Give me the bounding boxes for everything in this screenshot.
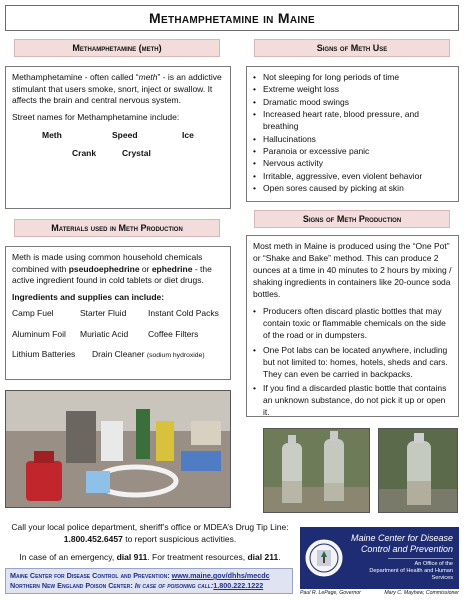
poison-phone: 1.800.222.1222: [213, 581, 264, 591]
emergency-number: dial 911: [116, 552, 148, 562]
logo-divider: [388, 558, 453, 559]
signs-heading: Signs of Meth Use: [316, 43, 388, 53]
supply-item: Aluminum Foil: [12, 328, 66, 339]
supplies-photo: [5, 390, 231, 508]
contact-strip: [5, 568, 293, 594]
supplies-last-row: [12, 349, 224, 361]
list-item: • Nervous activity: [253, 157, 452, 169]
street-name: Speed: [112, 129, 138, 140]
poison-contact-line: Northern New England Poison Center: In case of poisoning call:1.800.222.1222: [10, 581, 264, 591]
supply-item: Instant Cold Packs: [148, 307, 219, 318]
supplies-heading: Ingredients and supplies can include:: [12, 292, 165, 303]
list-item: • Open sores caused by picking at skin: [253, 182, 452, 194]
list-item: • Not sleeping for long periods of time: [253, 71, 452, 83]
governor-name: Paul R. LePage, Governor: [300, 590, 361, 596]
production-list: [253, 305, 452, 418]
street-names-row2: [12, 148, 224, 160]
tip-line-block: [5, 521, 295, 546]
maine-cdc-logo: [300, 527, 459, 589]
tip-phone: 1.800.452.6457: [63, 534, 123, 545]
list-item: • Extreme weight loss: [253, 83, 452, 95]
signs-list: [253, 71, 452, 194]
bottles-photo-2: [378, 428, 458, 513]
emergency-line: In case of an emergency, dial 911. For treatment resources, dial 211.: [19, 552, 281, 562]
materials-heading: Materials used in Meth Production: [51, 223, 183, 233]
list-item: • Paranoia or excessive panic: [253, 145, 452, 157]
cdc-contact-line: Maine Center for Disease Control and Prevention: www.maine.gov/dhhs/mecdc: [10, 571, 270, 580]
list-item: • If you find a discarded plastic bottle that contains an unknown substance, do not pick it up or open it.: [253, 382, 452, 418]
meth-heading-box: [14, 39, 220, 57]
materials-panel: [5, 246, 231, 380]
list-item: • Hallucinations: [253, 133, 452, 145]
materials-intro: Meth is made using common household chemicals combined with pseudoephedrine or ephedrine - the active ingredient found in cold tablets or diet drugs.: [12, 252, 212, 286]
list-item: • One Pot labs can be located anywhere, including but not limited to: homes, hotels, sheds and cars. They can even be carried in backpacks.: [253, 344, 452, 380]
page-title: Methamphetamine in Maine: [149, 10, 315, 26]
bottles-photo-1: [263, 428, 370, 513]
treatment-number: dial 211: [247, 552, 279, 562]
street-names-intro: Street names for Methamphetamine include:: [12, 112, 180, 123]
street-names-grid: [12, 130, 224, 142]
supply-item: Starter Fluid: [80, 307, 127, 318]
call-line: Call your local police department, sheriff’s office or MDEA’s Drug Tip Line:: [11, 522, 289, 532]
meth-panel: [5, 66, 231, 209]
list-item: • Irritable, aggressive, even violent behavior: [253, 170, 452, 182]
supply-item: Camp Fuel: [12, 307, 54, 318]
street-name: Crystal: [122, 147, 151, 158]
street-name: Ice: [182, 129, 194, 140]
street-name: Meth: [42, 129, 62, 140]
list-item: • Increased heart rate, blood pressure, and breathing: [253, 108, 452, 133]
supply-item: Muriatic Acid: [80, 328, 129, 339]
cdc-website-link[interactable]: www.maine.gov/dhhs/mecdc: [171, 571, 270, 580]
list-item: • Dramatic mood swings: [253, 96, 452, 108]
production-heading: Signs of Meth Production: [302, 214, 402, 224]
bottles-image-2: [379, 429, 458, 513]
materials-heading-box: [14, 219, 220, 237]
supplies-grid: [12, 308, 224, 340]
signs-heading-box: [254, 39, 450, 57]
production-panel: [246, 235, 459, 417]
supplies-image: [6, 391, 231, 508]
officials-line: [300, 590, 459, 596]
supply-item: Coffee Filters: [148, 328, 199, 339]
state-seal-icon: [300, 538, 348, 578]
production-heading-box: [254, 210, 450, 228]
list-item: • Producers often discard plastic bottles that may contain toxic or flammable chemicals on the side of the road or in dumpsters.: [253, 305, 452, 341]
meth-heading: Methamphetamine (meth): [72, 43, 162, 53]
bottles-image-1: [264, 429, 370, 513]
supply-item: Lithium Batteries: [12, 349, 76, 360]
production-intro: Most meth in Maine is produced using the “One Pot” or “Shake and Bake” method. This can produce 2 ounces at a time in 40 minutes to 2 hours by mixing / shaking ingredients in containers like 20-ounce soda bottles.: [253, 241, 452, 300]
logo-text: Maine Center for Disease Control and Prevention An Office of the Department of Health and Human Services: [350, 533, 453, 582]
street-name: Crank: [72, 147, 97, 158]
meth-intro: Methamphetamine - often called “meth” - is an addictive stimulant that users smoke, snort, inject or swallow. It affects the brain and central nervous system.: [12, 72, 222, 106]
tip-line: 1.800.452.6457 to report suspicious activities.: [63, 534, 237, 545]
page-title-bar: [5, 5, 459, 31]
commissioner-name: Mary C. Mayhew, Commissioner: [384, 590, 459, 596]
supply-item: Drain Cleaner (sodium hydroxide): [92, 349, 205, 360]
signs-panel: [246, 66, 459, 202]
